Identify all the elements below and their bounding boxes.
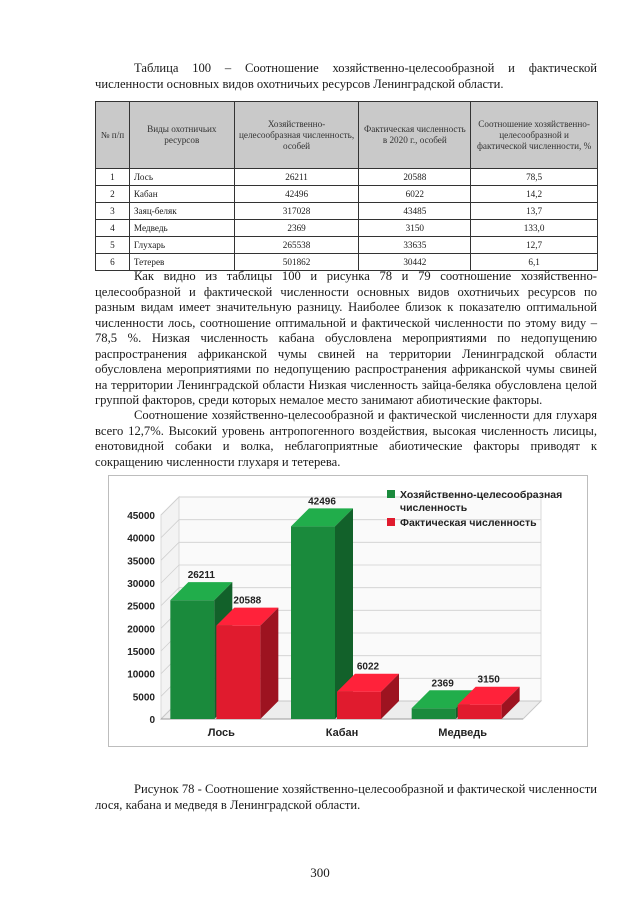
- cell-num: 6: [96, 254, 130, 271]
- bar-front: [458, 705, 502, 719]
- cell-optimal: 42496: [234, 186, 359, 203]
- y-tick-label: 35000: [127, 556, 155, 568]
- y-tick-label: 15000: [127, 647, 155, 658]
- cell-ratio: 12,7: [471, 237, 598, 254]
- body-paragraph: Как видно из таблицы 100 и рисунка 78 и 79 соотношение хозяйственно-целесообразной и фактической численности основных видов охотничьих ресурсов по разным видам имеет значительную разницу. Наиболее близок к показателю оптимальной численности лось, соотношение оптимальной и фактической численности по этому виду – 78,5 %. Низкая численность кабана обусловлена мероприятиями по недопущению распространения африканской чумы свиней на территории Ленинградской области обусловлена мероприятиями по недопущению распространения африканской чумы свиней на территории Ленинградской области Низкая численность зайца-беляка обусловлена целой группой факторов, среди которых немалое место занимают абиотические факторы.: [95, 269, 597, 407]
- cell-num: 2: [96, 186, 130, 203]
- chart-canvas: [109, 476, 587, 746]
- table-row: [96, 254, 598, 271]
- table-header-row: [96, 102, 598, 169]
- cell-ratio: 13,7: [471, 203, 598, 220]
- x-tick-label: Кабан: [325, 727, 359, 739]
- legend-swatch: [387, 518, 395, 526]
- cell-actual: 20588: [359, 169, 471, 186]
- cell-num: 4: [96, 220, 130, 237]
- cell-species: Медведь: [129, 220, 234, 237]
- x-tick-label: Лось: [207, 727, 235, 739]
- bar-front: [170, 600, 214, 719]
- y-tick-label: 0: [149, 715, 155, 726]
- cell-num: 1: [96, 169, 130, 186]
- x-tick-label: Медведь: [438, 727, 488, 739]
- header-num: № п/п: [96, 102, 130, 169]
- cell-num: 5: [96, 237, 130, 254]
- bar-front: [216, 626, 260, 719]
- legend-label: Фактическая численность: [400, 517, 537, 529]
- cell-optimal: 501862: [234, 254, 359, 271]
- cell-ratio: 78,5: [471, 169, 598, 186]
- table-row: [96, 237, 598, 254]
- data-label: 20588: [233, 595, 262, 607]
- header-optimal: Хозяйственно-целесообразная численность, особей: [234, 102, 359, 169]
- header-species: Виды охотничьих ресурсов: [129, 102, 234, 169]
- cell-actual: 3150: [359, 220, 471, 237]
- cell-species: Глухарь: [129, 237, 234, 254]
- cell-ratio: 6,1: [471, 254, 598, 271]
- cell-actual: 33635: [359, 237, 471, 254]
- legend-label: Хозяйственно-целесообразная численность: [400, 489, 563, 514]
- table-row: [96, 203, 598, 220]
- cell-species: Кабан: [129, 186, 234, 203]
- header-ratio: Соотношение хозяйственно-целесообразной и фактической численности, %: [471, 102, 598, 169]
- data-label: 6022: [356, 661, 380, 673]
- cell-species: Заяц-беляк: [129, 203, 234, 220]
- cell-actual: 43485: [359, 203, 471, 220]
- table-caption: Таблица 100 – Соотношение хозяйственно-целесообразной и фактической численности основных видов охотничьих ресурсов Ленинградской области.: [95, 61, 597, 91]
- legend-swatch: [387, 490, 395, 498]
- table-row: [96, 169, 598, 186]
- cell-ratio: 133,0: [471, 220, 598, 237]
- y-tick-label: 25000: [127, 601, 155, 613]
- data-label: 2369: [431, 678, 454, 690]
- cell-species: Лось: [129, 169, 234, 186]
- body-paragraph: Соотношение хозяйственно-целесообразной и фактической численности для глухаря всего 12,7%. Высокий уровень антропогенного воздействия, высокая численность лисицы, енотовидной собаки и волка, неблагоприятные абиотические факторы приводят к сокращению численности глухаря и тетерева.: [95, 408, 597, 469]
- bar-front: [412, 708, 456, 719]
- page-number: 300: [310, 865, 330, 880]
- y-tick-label: 10000: [127, 669, 155, 681]
- cell-actual: 30442: [359, 254, 471, 271]
- bar-front: [291, 526, 335, 719]
- figure-caption: Рисунок 78 - Соотношение хозяйственно-целесообразной и фактической численности лося, кабана и медведя в Ленинградской области.: [95, 782, 597, 812]
- table-row: [96, 186, 598, 203]
- header-actual: Фактическая численность в 2020 г., особей: [359, 102, 471, 169]
- cell-optimal: 265538: [234, 237, 359, 254]
- y-tick-label: 30000: [127, 579, 155, 590]
- data-label: 3150: [477, 674, 500, 686]
- data-label: 42496: [308, 496, 336, 508]
- ratio-table: [95, 101, 598, 271]
- y-tick-label: 5000: [132, 692, 155, 704]
- cell-optimal: 317028: [234, 203, 359, 220]
- data-label: 26211: [187, 570, 215, 582]
- cell-num: 3: [96, 203, 130, 220]
- cell-optimal: 26211: [234, 169, 359, 186]
- y-tick-label: 20000: [127, 624, 155, 636]
- cell-species: Тетерев: [129, 254, 234, 271]
- table-row: [96, 220, 598, 237]
- y-tick-label: 40000: [127, 533, 155, 545]
- bar-side: [260, 608, 278, 719]
- y-tick-label: 45000: [127, 511, 155, 522]
- bar-front: [337, 692, 381, 719]
- cell-actual: 6022: [359, 186, 471, 203]
- cell-optimal: 2369: [234, 220, 359, 237]
- cell-ratio: 14,2: [471, 186, 598, 203]
- population-chart: [108, 475, 588, 747]
